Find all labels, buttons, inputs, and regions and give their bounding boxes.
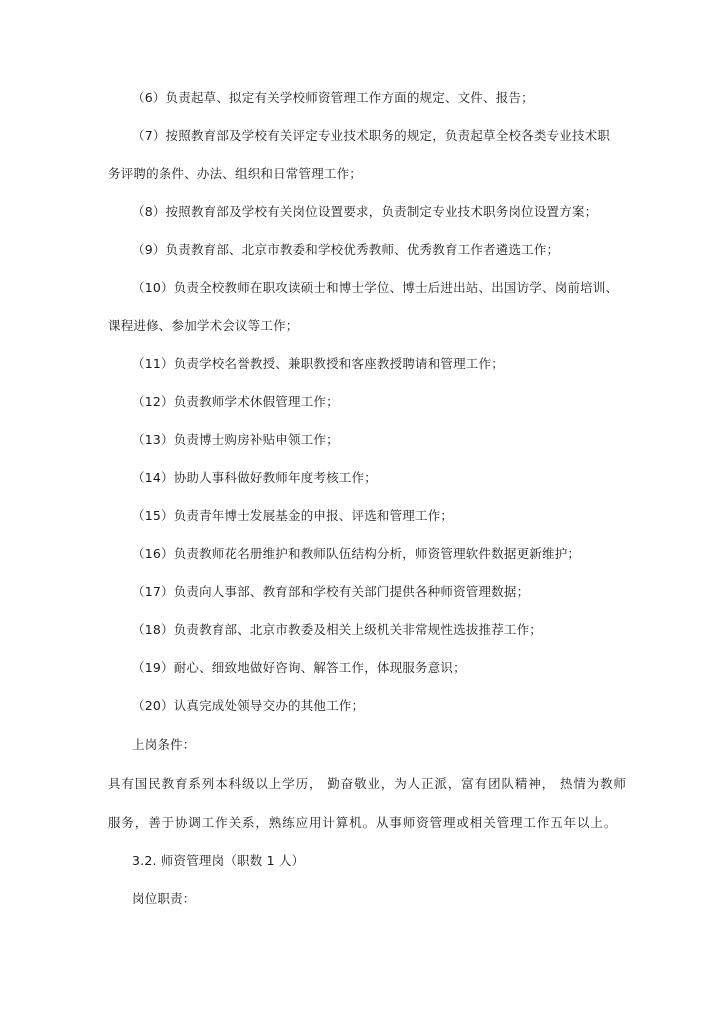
duty-item-9: （9）负责教育部、北京市教委和学校优秀教师、优秀教育工作者遴选工作；	[132, 242, 560, 257]
duty-item-10: （10）负责全校教师在职攻读硕士和博士学位、博士后进出站、出国访学、岗前培训、	[132, 280, 619, 295]
duty-item-18: （18）负责教育部、北京市教委及相关上级机关非常规性选拔推荐工作；	[132, 622, 543, 637]
requirements-line-2: 服务，善于协调工作关系，熟练应用计算机。从事师资管理或相关管理工作五年以上。	[108, 815, 618, 830]
duty-item-8: （8）按照教育部及学校有关岗位设置要求，负责制定专业技术职务岗位设置方案；	[132, 204, 598, 219]
duty-item-20: （20）认真完成处领导交办的其他工作；	[132, 698, 365, 713]
duty-item-12: （12）负责教师学术休假管理工作；	[132, 394, 339, 409]
duties-heading: 岗位职责：	[132, 891, 196, 906]
duty-item-17: （17）负责向人事部、教育部和学校有关部门提供各种师资管理数据；	[132, 584, 530, 599]
duty-item-15: （15）负责青年博士发展基金的申报、评选和管理工作；	[132, 508, 454, 523]
requirements-heading: 上岗条件：	[132, 737, 196, 752]
requirements-line-1: 具有国民教育系列本科级以上学历， 勤奋敬业，为人正派，富有团队精神， 热情为教师	[108, 776, 627, 791]
duty-item-19: （19）耐心、细致地做好咨询、解答工作，体现服务意识；	[132, 660, 466, 675]
duty-item-7: （7）按照教育部及学校有关评定专业技术职务的规定，负责起草全校各类专业技术职	[132, 128, 611, 143]
duty-item-13: （13）负责博士购房补贴申领工作；	[132, 432, 339, 447]
duty-item-7-continuation: 务评聘的条件、办法、组织和日常管理工作；	[108, 166, 363, 181]
duty-item-10-continuation: 课程进修、参加学术会议等工作；	[108, 318, 299, 333]
duty-item-11: （11）负责学校名誉教授、兼职教授和客座教授聘请和管理工作；	[132, 356, 504, 371]
section-3-2-heading: 3.2. 师资管理岗（职数 1 人）	[132, 853, 305, 868]
duty-item-6: （6）负责起草、拟定有关学校师资管理工作方面的规定、文件、报告；	[132, 90, 534, 105]
duty-item-14: （14）协助人事科做好教师年度考核工作；	[132, 470, 377, 485]
duty-item-16: （16）负责教师花名册维护和教师队伍结构分析，师资管理软件数据更新维护；	[132, 546, 581, 561]
